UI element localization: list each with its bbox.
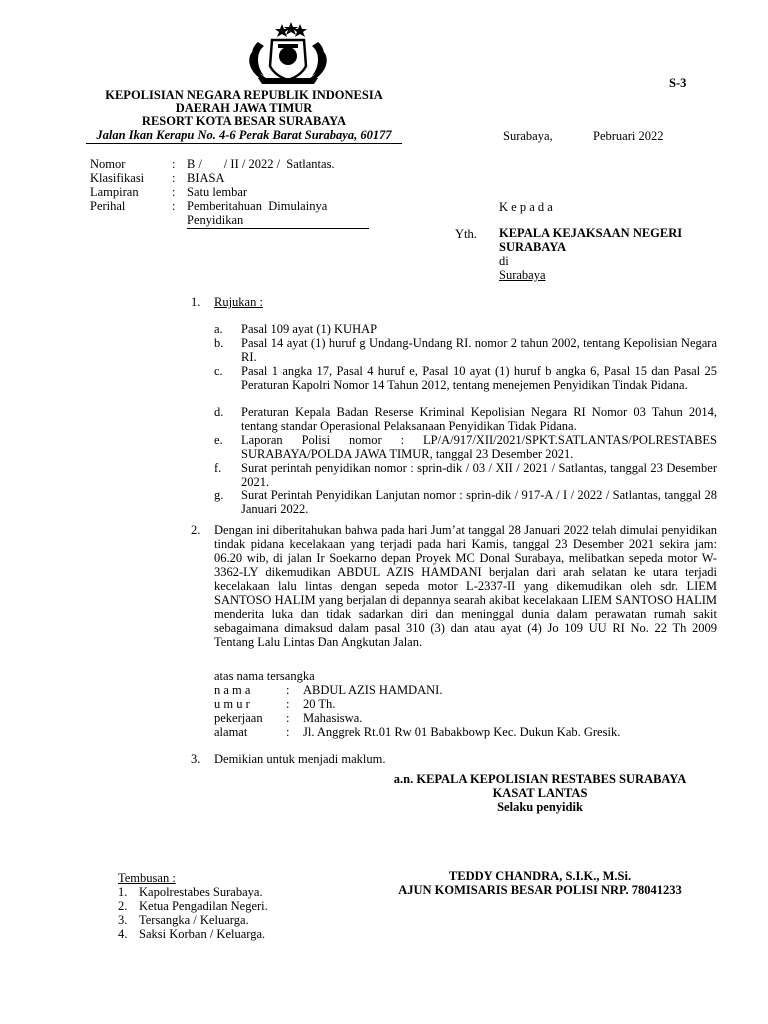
recipient-yth: Yth. [455,227,477,241]
list-item-number: 3. [118,913,128,927]
suspect-colon: : [286,697,290,711]
meta-value: Pemberitahuan Dimulainya [187,199,328,213]
list-item-letter: a. [214,322,223,336]
meta-colon: : [172,171,176,185]
list-item-text: Surat Perintah Penyidikan Lanjutan nomor : sprin-dik / 917-A / I / 2022 / Satlantas, tanggal 28 Januari 2022. [241,488,717,516]
letterhead [86,88,402,148]
signatory-name: TEDDY CHANDRA, S.I.K., M.Si. [448,869,632,883]
police-emblem-logo [244,22,332,86]
meta-colon: : [172,185,176,199]
suspect-value: Jl. Anggrek Rt.01 Rw 01 Babakbowp Kec. Dukun Kab. Gresik. [303,725,621,739]
meta-colon: : [172,157,176,171]
letterhead-region: DAERAH JAWA TIMUR [175,101,313,115]
meta-label: Nomor [90,157,126,171]
meta-value: B / / II / 2022 / Satlantas. [187,157,335,171]
recipient-name: KEPALA KEJAKSAAN NEGERI [499,226,683,240]
suspect-value: 20 Th. [303,697,336,711]
list-item-text: Peraturan Kepala Badan Reserse Kriminal Kepolisian Negara RI Nomor 03 Tahun 2014, tentang standar Operasional Pelaksanaan Penyidikan Tidak Pidana. [241,405,717,433]
list-item-text: Pasal 109 ayat (1) KUHAP [241,322,378,336]
signature-role: Selaku penyidik [497,800,583,814]
list-item-number: 1. [118,885,128,899]
letter-date: Pebruari 2022 [593,129,664,143]
perihal-underline [187,228,369,229]
suspect-label: alamat [214,725,248,739]
suspect-row-occupation [214,711,674,725]
letterhead-institution: KEPOLISIAN NEGARA REPUBLIK INDONESIA [105,88,383,102]
suspect-colon: : [286,725,290,739]
recipient-kepada: K e p a d a [499,200,553,214]
signatory-rank: AJUN KOMISARIS BESAR POLISI NRP. 78041233 [398,883,682,897]
suspect-label: n a m a [214,683,251,697]
meta-value: Satu lembar [187,185,248,199]
suspect-colon: : [286,711,290,725]
list-item-letter: c. [214,364,223,378]
meta-row-klasifikasi [90,171,380,185]
suspect-row-name [214,683,674,697]
letterhead-address: Jalan Ikan Kerapu No. 4-6 Perak Barat Surabaya, 60177 [96,128,392,142]
list-item-text: Surat perintah penyidikan nomor : sprin-dik / 03 / XII / 2021 / Satlantas, tanggal 23 Desember 2021. [241,461,717,489]
document-code: S-3 [669,76,687,90]
suspect-row-age [214,697,674,711]
section2-body: Dengan ini diberitahukan bahwa pada hari Jum’at tanggal 28 Januari 2022 telah dimulai penyidikan tindak pidana kecelakaan yang terjadi pada hari Kamis, tanggal 23 Desember 2021 sekira jam: 06.20 wib, di jalan Ir Soekarno depan Proyek MC Donal Surabaya, melibatkan sepeda motor W-3362-LY dikemudikan ABDUL AZIS HAMDANI berjalan dari arah selatan ke utara terjadi kecelakaan lalu lintas dengan sepeda motor L-2337-II yang dikemudikan oleh sdr. LIEM SANTOSO HALIM yang berjalan di depannya searah akibat kecelakaan LIEM SANTOSO HALIM menderita luka dan tidak sadarkan diri dan meninggal dunia dalam perawatan rumah sakit sebagaimana dimaksud dalam pasal 310 (3) dan atau ayat (4) Jo 109 UU RI No. 22 Th 2009 Tentang Lalu Lintas Dan Angkutan Jalan. [214,523,717,649]
section3-body: Demikian untuk menjadi maklum. [214,752,386,766]
meta-label: Lampiran [90,185,139,199]
list-item-number: 2. [118,899,128,913]
meta-label: Perihal [90,199,126,213]
section2-number: 2. [191,523,201,537]
signature-on-behalf: a.n. KEPALA KEPOLISIAN RESTABES SURABAYA [393,772,687,786]
meta-row-nomor [90,157,380,171]
section3-number: 3. [191,752,201,766]
list-item-text: Saksi Korban / Keluarga. [139,927,266,941]
suspect-label: pekerjaan [214,711,263,725]
suspect-value: Mahasiswa. [303,711,363,725]
recipient-city: Surabaya [499,268,546,282]
list-item-letter: e. [214,433,223,447]
tembusan-title: Tembusan : [118,871,176,885]
list-item-text: Laporan Polisi nomor : LP/A/917/XII/2021/SPKT.SATLANTAS/POLRESTABES SURABAYA/POLDA JAWA TIMUR, tanggal 23 Desember 2021. [241,433,717,461]
meta-row-lampiran [90,185,380,199]
suspect-row-address [214,725,674,739]
list-item-letter: g. [214,488,224,502]
meta-colon: : [172,199,176,213]
section1-number: 1. [191,295,201,309]
recipient-di: di [499,254,509,268]
meta-value-cont: Penyidikan [187,213,244,227]
list-item-letter: d. [214,405,224,419]
list-item-letter: b. [214,336,224,350]
signature-footer [350,869,730,899]
meta-row-perihal [90,199,380,213]
letter-place: Surabaya, [503,129,553,143]
list-item-text: Pasal 14 ayat (1) huruf g Undang-Undang RI. nomor 2 tahun 2002, tentang Kepolisian Negara RI. [241,336,717,364]
list-item-text: Ketua Pengadilan Negeri. [139,899,268,913]
list-item-text: Pasal 1 angka 17, Pasal 4 huruf e, Pasal 10 ayat (1) huruf b angka 6, Pasal 15 dan Pasal 25 Peraturan Kapolri Nomor 14 Tahun 2012, tentang menejemen Penyidikan Tindak Pidana. [241,364,717,392]
letterhead-divider [86,143,402,144]
section1-title: Rujukan : [214,295,263,309]
meta-value: BIASA [187,171,225,185]
list-item-number: 4. [118,927,128,941]
suspect-value: ABDUL AZIS HAMDANI. [303,683,443,697]
list-item-text: Tersangka / Keluarga. [139,913,249,927]
suspect-intro: atas nama tersangka [214,669,315,683]
signature-header [350,772,730,820]
list-item-text: Kapolrestabes Surabaya. [139,885,263,899]
suspect-colon: : [286,683,290,697]
letterhead-resort: RESORT KOTA BESAR SURABAYA [141,114,347,128]
recipient-city-name: SURABAYA [499,240,567,254]
list-item-letter: f. [214,461,222,475]
meta-label: Klasifikasi [90,171,145,185]
meta-row-perihal-cont [90,213,380,227]
suspect-label: u m u r [214,697,250,711]
signature-position: KASAT LANTAS [492,786,588,800]
